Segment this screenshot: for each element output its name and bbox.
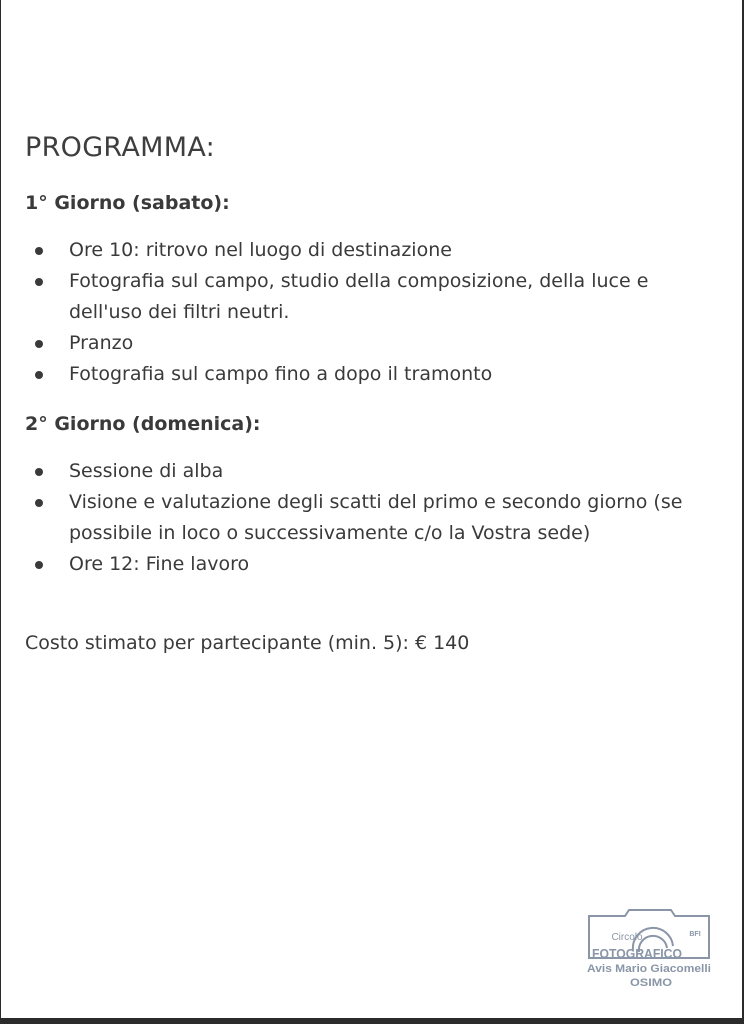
- logo-line3: Avis Mario Giacomelli: [587, 963, 711, 975]
- list-item: [25, 456, 705, 487]
- day2-heading: 2° Giorno (domenica):: [25, 413, 261, 435]
- bullet-icon: [35, 340, 43, 348]
- list-item-text: Sessione di alba: [69, 460, 224, 482]
- logo-line1: Circolo: [611, 932, 643, 943]
- bullet-icon: [35, 468, 43, 476]
- list-item: [25, 359, 705, 390]
- bullet-icon: [35, 247, 43, 255]
- list-item: [25, 328, 705, 359]
- list-item-text: Pranzo: [69, 332, 134, 354]
- bullet-icon: [35, 278, 43, 286]
- day2-list: [25, 456, 705, 580]
- logo-line2: FOTOGRAFICO: [592, 946, 682, 961]
- bullet-icon: [35, 371, 43, 379]
- logo-line4: OSIMO: [630, 977, 673, 989]
- cost-estimate: Costo stimato per partecipante (min. 5): € 140: [25, 632, 470, 654]
- list-item-text: Fotografia sul campo, studio della composizione, della luce e dell'uso dei filtri neutri.: [69, 270, 649, 323]
- list-item-text: Visione e valutazione degli scatti del primo e secondo giorno (se possibile in loco o successivamente c/o la Vostra sede): [69, 491, 683, 544]
- day1-heading: 1° Giorno (sabato):: [25, 192, 230, 214]
- logo-badge: BFI: [689, 931, 701, 938]
- list-item: [25, 487, 705, 549]
- list-item-text: Ore 12: Fine lavoro: [69, 553, 250, 575]
- bullet-icon: [35, 499, 43, 507]
- bullet-icon: [35, 561, 43, 569]
- list-item: [25, 266, 705, 328]
- day1-list: [25, 235, 705, 390]
- list-item: [25, 235, 705, 266]
- club-logo: [585, 906, 715, 992]
- list-item-text: Ore 10: ritrovo nel luogo di destinazione: [69, 239, 452, 261]
- list-item-text: Fotografia sul campo fino a dopo il tramonto: [69, 363, 493, 385]
- document-page: [1, 0, 742, 1018]
- camera-logo-icon: [585, 906, 715, 992]
- page-title: PROGRAMMA:: [25, 132, 216, 163]
- list-item: [25, 549, 705, 580]
